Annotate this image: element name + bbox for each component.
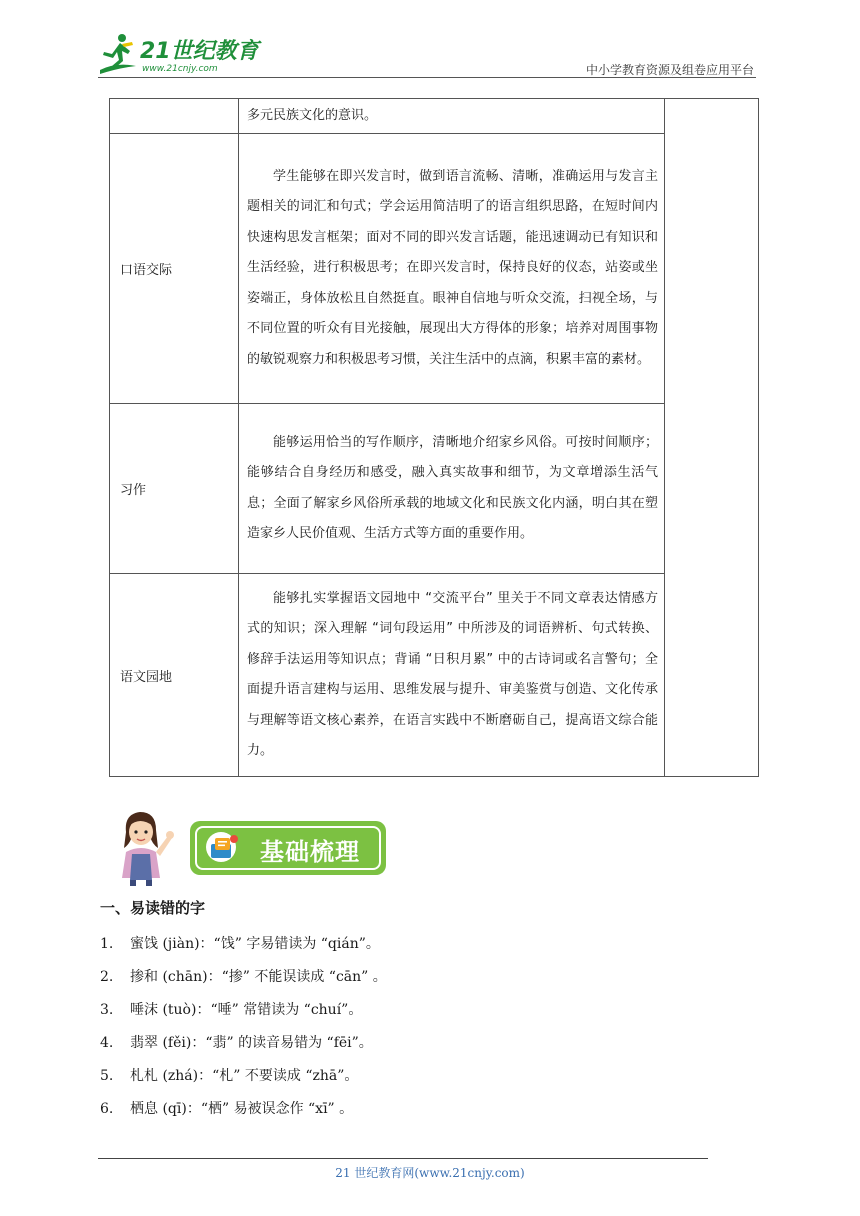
row-content: 能够运用恰当的写作顺序，清晰地介绍家乡风俗。可按时间顺序；能够结合自身经历和感受，融入真实故事和细节，为文章增添生活气息；全面了解家乡风俗所承载的地域文化和民族文化内涵，明白其在塑造家乡人民价值观、生活方式等方面的重要作用。 <box>239 404 665 574</box>
row-label: 口语交际 <box>110 134 239 404</box>
list-item <box>100 999 362 1019</box>
list-item <box>100 1065 358 1085</box>
logo-url: www.21cnjy.com <box>142 64 218 74</box>
platform-name: 中小学教育资源及组卷应用平台 <box>585 63 754 77</box>
footer-divider <box>98 1158 708 1159</box>
list-item <box>100 1098 353 1118</box>
header-divider <box>98 77 756 78</box>
item-text: 掺和 (chān)：“掺” 不能误读成 “cān” 。 <box>130 969 387 985</box>
item-number: 4. <box>100 1035 114 1051</box>
site-logo[interactable] <box>92 32 262 78</box>
row-label <box>110 99 239 134</box>
item-number: 1. <box>100 936 114 952</box>
row-content: 多元民族文化的意识。 <box>239 99 665 134</box>
item-text: 栖息 (qī)：“栖” 易被误念作 “xī” 。 <box>130 1101 354 1117</box>
item-number: 6. <box>100 1101 114 1117</box>
item-text: 蜜饯 (jiàn)：“饯” 字易错读为 “qián”。 <box>130 936 380 952</box>
table-row <box>110 134 759 404</box>
row-label: 习作 <box>110 404 239 574</box>
table-row <box>110 99 759 134</box>
item-text: 唾沫 (tuò)：“唾” 常错读为 “chuí”。 <box>130 1002 363 1018</box>
row-label: 语文园地 <box>110 574 239 777</box>
table-row <box>110 404 759 574</box>
list-item <box>100 1032 373 1052</box>
logo-text: 21世纪教育 <box>140 39 259 64</box>
banner-title: 基础梳理 <box>260 838 360 866</box>
table-row <box>110 574 759 777</box>
item-text: 札札 (zhá)：“札” 不要读成 “zhā”。 <box>130 1068 359 1084</box>
chat-book-icon <box>204 830 242 866</box>
item-number: 5. <box>100 1068 114 1084</box>
footer-link[interactable]: 21 世纪教育网(www.21cnjy.com) <box>335 1166 525 1180</box>
list-item <box>100 933 380 953</box>
item-text: 翡翠 (fěi)：“翡” 的读音易错为 “fēi”。 <box>130 1035 373 1051</box>
runner-icon <box>92 32 140 76</box>
item-number: 2. <box>100 969 114 985</box>
list-item <box>100 966 387 986</box>
section-banner <box>190 821 386 875</box>
row-content: 学生能够在即兴发言时，做到语言流畅、清晰，准确运用与发言主题相关的词汇和句式；学会运用简洁明了的语言组织思路，在短时间内快速构思发言框架；面对不同的即兴发言话题，能迅速调动已有知识和生活经验，进行积极思考；在即兴发言时，保持良好的仪态，站姿或坐姿端正，身体放松且自然挺直。眼神自信地与听众交流，扫视全场，与不同位置的听众有目光接触，展现出大方得体的形象；培养对周围事物的敏锐观察力和积极思考习惯，关注生活中的点滴，积累丰富的素材。 <box>239 134 665 404</box>
girl-illustration <box>112 808 182 886</box>
section-heading: 一、易读错的字 <box>100 899 206 917</box>
page-header <box>0 0 860 80</box>
item-number: 3. <box>100 1002 114 1018</box>
empty-column <box>665 99 759 777</box>
row-content: 能够扎实掌握语文园地中 “交流平台” 里关于不同文章表达情感方式的知识；深入理解 “词句段运用” 中所涉及的词语辨析、句式转换、修辞手法运用等知识点；背诵 “日积月累” 中的古诗词或名言警句；全面提升语言建构与运用、思维发展与提升、审美鉴赏与创造、文化传承与理解等语文核心素养，在语言实践中不断磨砺自己，提高语文综合能力。 <box>239 574 665 777</box>
curriculum-table <box>109 98 759 777</box>
